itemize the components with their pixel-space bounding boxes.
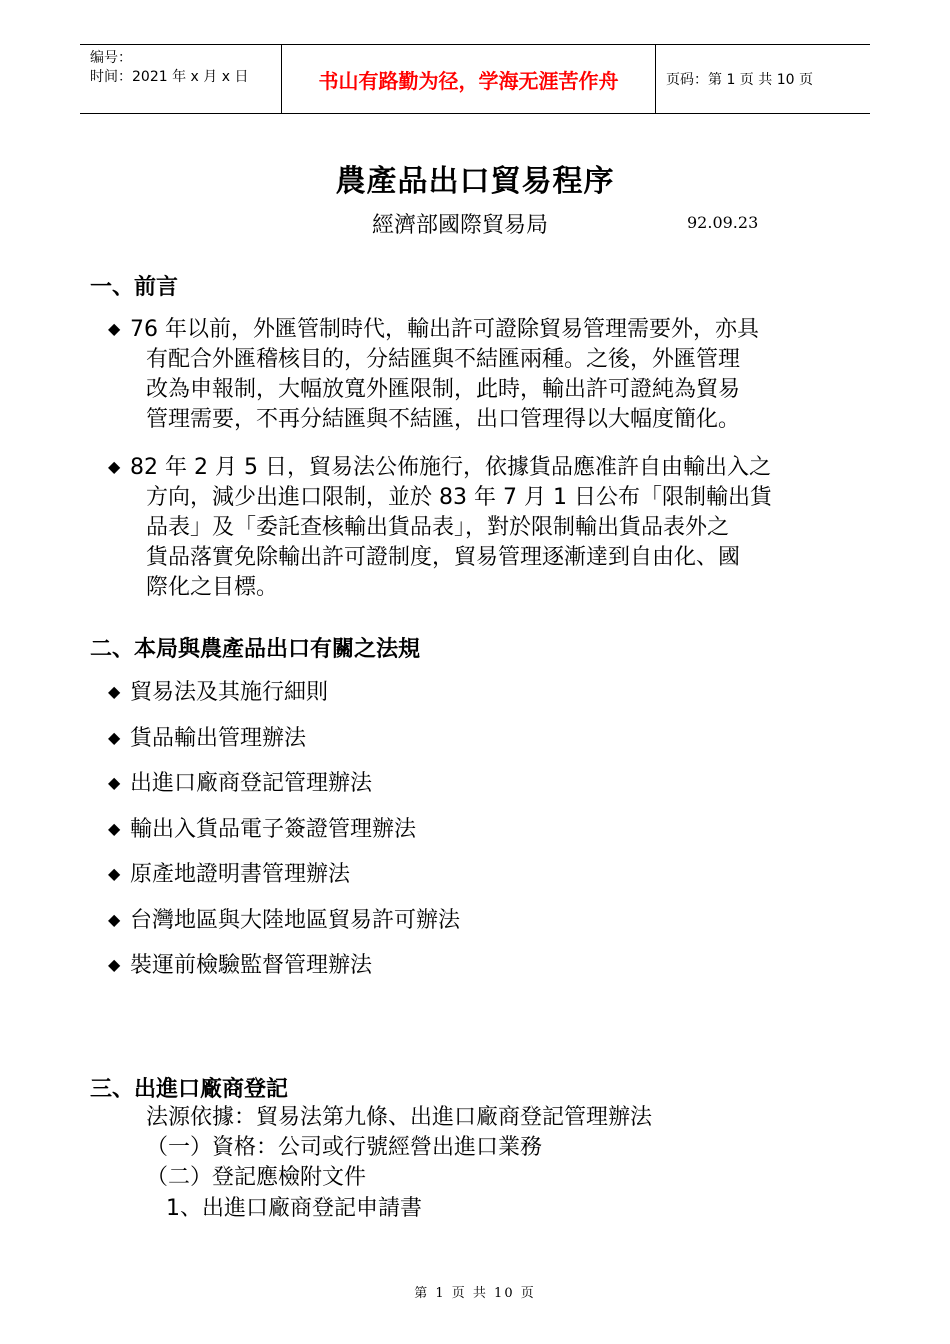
- paragraph-line: 改為申報制，大幅放寬外匯限制，此時，輸出許可證純為貿易: [146, 377, 741, 402]
- qualification: （一）資格：公司或行號經營出進口業務: [146, 1135, 543, 1160]
- section1-heading: 一、前言: [90, 274, 179, 300]
- paragraph-line: 貨品落實免除輸出許可證制度，貿易管理逐漸達到自由化、國: [146, 545, 741, 570]
- list-item-label: 台灣地區與大陸地區貿易許可辦法: [130, 908, 461, 933]
- header-time-label: 时间：2021 年 x 月 x 日: [90, 69, 249, 85]
- section2-heading: 二、本局與農產品出口有關之法規: [90, 636, 421, 662]
- list-item-label: 貨品輸出管理辦法: [130, 726, 307, 751]
- document-item: 1、出進口廠商登記申請書: [166, 1196, 422, 1221]
- paragraph-line: 方向，減少出進口限制，並於 83 年 7 月 1 日公布「限制輸出貨: [146, 485, 772, 510]
- paragraph-line: 品表」及「委託查核輸出貨品表」，對於限制輸出貨品表外之: [146, 515, 730, 540]
- list-item: [108, 905, 460, 936]
- paragraph-line: 際化之目標。: [146, 575, 279, 600]
- list-item-label: 輸出入貨品電子簽證管理辦法: [130, 817, 417, 842]
- bullet-diamond-icon: ◆: [108, 819, 121, 838]
- list-item: [108, 768, 372, 799]
- paragraph-line: 76 年以前，外匯管制時代，輸出許可證除貿易管理需要外，亦具: [130, 317, 759, 342]
- list-item-label: 裝運前檢驗監督管理辦法: [130, 953, 373, 978]
- footer-page-number: 第 1 页 共 10 页: [414, 1286, 536, 1301]
- list-item: [108, 814, 416, 845]
- list-item: [108, 723, 306, 754]
- header-meta-cell: [80, 45, 282, 113]
- bullet-diamond-icon: ◆: [108, 319, 121, 338]
- paragraph-line: 管理需要，不再分結匯與不結匯，出口管理得以大幅度簡化。: [146, 407, 741, 432]
- header-table: [80, 44, 870, 114]
- section3-heading: 三、出進口廠商登記: [90, 1076, 289, 1102]
- bullet-diamond-icon: ◆: [108, 682, 121, 701]
- header-page-info: 页码：第 1 页 共 10 页: [666, 72, 813, 88]
- section1-bullet-1: [108, 314, 858, 435]
- bullet-diamond-icon: ◆: [108, 773, 121, 792]
- list-item-label: 出進口廠商登記管理辦法: [130, 771, 373, 796]
- bullet-diamond-icon: ◆: [108, 955, 121, 974]
- section1-bullet-2: [108, 452, 858, 603]
- paragraph-line: 有配合外匯稽核目的，分結匯與不結匯兩種。之後，外匯管理: [146, 347, 741, 372]
- document-title: 農產品出口貿易程序: [335, 164, 615, 199]
- documents-heading: （二）登記應檢附文件: [146, 1165, 367, 1190]
- bullet-diamond-icon: ◆: [108, 910, 121, 929]
- list-item-label: 原產地證明書管理辦法: [130, 862, 351, 887]
- header-motto: 书山有路勤为径，学海无涯苦作舟: [318, 68, 619, 93]
- paragraph-line: 82 年 2 月 5 日，貿易法公佈施行，依據貨品應准許自由輸出入之: [130, 455, 771, 480]
- header-page-cell: [656, 45, 870, 113]
- bullet-diamond-icon: ◆: [108, 457, 121, 476]
- bullet-diamond-icon: ◆: [108, 864, 121, 883]
- subtitle-date: 92.09.23: [687, 213, 759, 232]
- list-item: [108, 859, 350, 890]
- subtitle-org: 經濟部國際貿易局: [372, 213, 549, 238]
- header-number-label: 编号：: [90, 50, 132, 66]
- list-item: [108, 950, 372, 981]
- list-item: [108, 677, 328, 708]
- header-motto-cell: [282, 45, 656, 113]
- bullet-diamond-icon: ◆: [108, 728, 121, 747]
- list-item-label: 貿易法及其施行細則: [130, 680, 329, 705]
- legal-basis: 法源依據：貿易法第九條、出進口廠商登記管理辦法: [146, 1105, 653, 1130]
